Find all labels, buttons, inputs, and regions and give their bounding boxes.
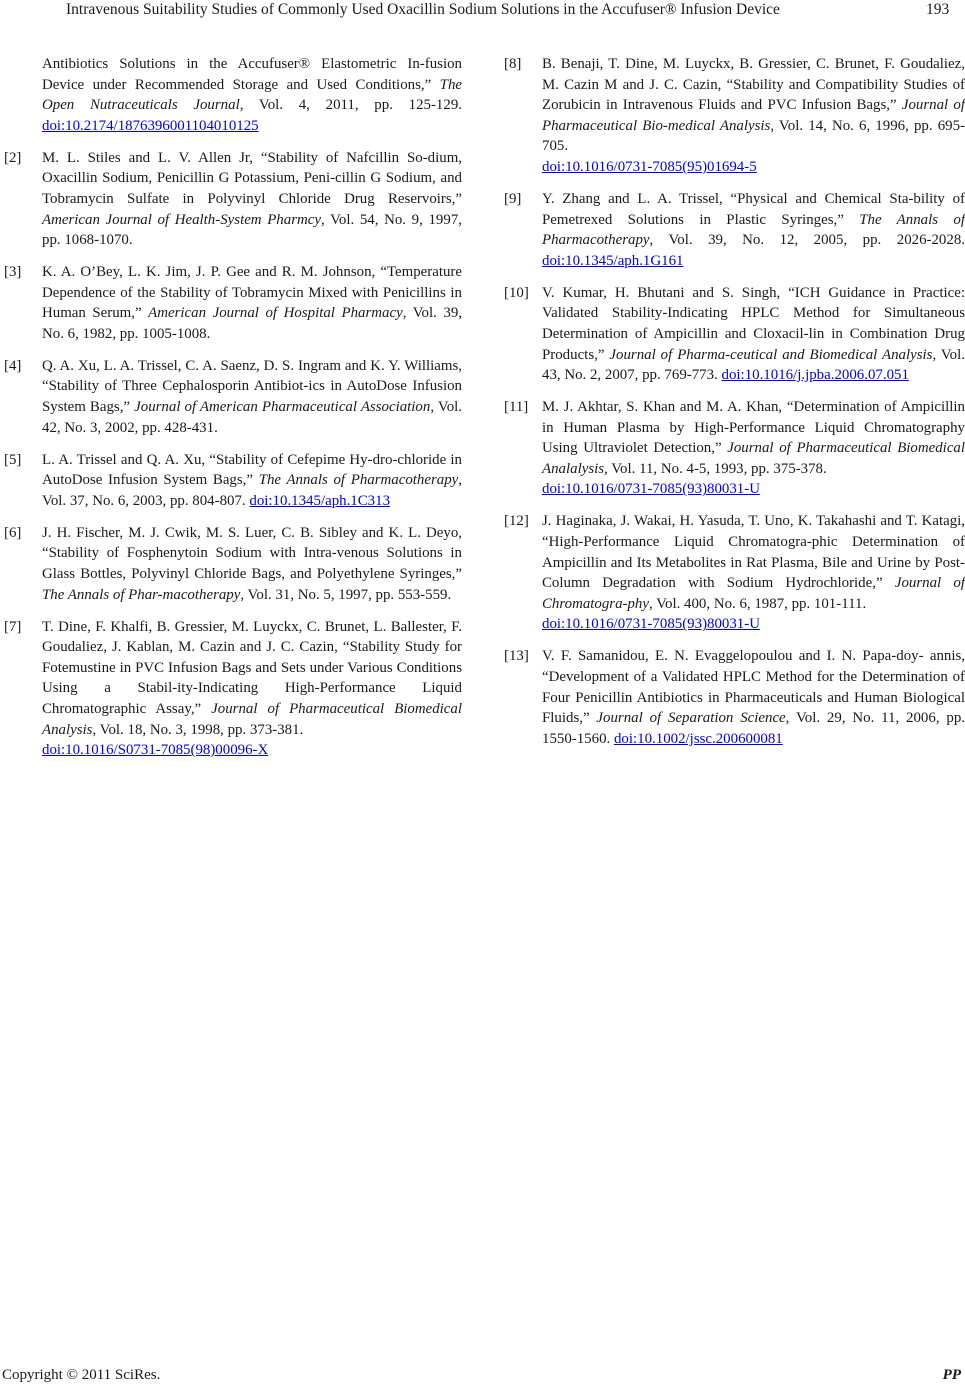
- reference-4: [4, 356, 462, 438]
- reference-text: V. Kumar, H. Bhutani and S. Singh, “ICH Guidance in Practice: Validated Stability-Indicating HPLC Method for Simultaneous Determination of Ampicillin and Cloxacil-lin in Combination Drug Products,”: [542, 284, 965, 363]
- running-header: [0, 0, 965, 22]
- doi-link[interactable]: doi:10.1016/0731-7085(95)01694-5: [542, 158, 757, 175]
- reference-13: [504, 646, 965, 749]
- reference-details: , Vol. 18, No. 3, 1998, pp. 373-381.: [92, 721, 304, 738]
- reference-number: [3]: [4, 264, 22, 281]
- reference-journal: Journal of Separation Science: [596, 710, 786, 727]
- reference-number: [7]: [4, 618, 22, 635]
- reference-journal: The Annals of Pharmacotherapy: [542, 211, 965, 249]
- reference-number: [10]: [504, 284, 529, 301]
- reference-number: [5]: [4, 451, 22, 468]
- references-right-column: [504, 54, 965, 761]
- reference-journal: American Journal of Health-System Pharmcy: [42, 211, 321, 228]
- reference-details: , Vol. 29, No. 11, 2006, pp. 1550-1560.: [542, 710, 965, 747]
- copyright-notice: Copyright © 2011 SciRes.: [2, 1367, 161, 1383]
- reference-details: , Vol. 4, 2011, pp. 125-129.: [239, 97, 462, 114]
- reference-text: M. J. Akhtar, S. Khan and M. A. Khan, “Determination of Ampicillin in Human Plasma by High-Performance Liquid Chromatography Using Ultraviolet Detection,”: [542, 399, 965, 457]
- reference-details: , Vol. 400, No. 6, 1987, pp. 101-111.: [649, 595, 867, 612]
- reference-number: [9]: [504, 190, 522, 207]
- reference-text: Q. A. Xu, L. A. Trissel, C. A. Saenz, D. S. Ingram and K. Y. Williams, “Stability of Three Cephalosporin Antibiot-ics in AutoDose Infusion System Bags,”: [42, 357, 462, 416]
- reference-journal: Journal of Chromatogra-phy: [542, 575, 965, 612]
- references-left-column: [4, 54, 462, 772]
- reference-text: J. H. Fischer, M. J. Cwik, M. S. Luer, C. B. Sibley and K. L. Deyo, “Stability of Fosphenytoin Sodium with Intra-venous Solutions in Glass Bottles, Polyvinyl Chloride Bags, and Polyethylene Syringes,”: [42, 524, 462, 583]
- reference-6: [4, 523, 462, 605]
- reference-number: [13]: [504, 648, 529, 665]
- reference-details: , Vol. 54, No. 9, 1997, pp. 1068-1070.: [42, 211, 462, 249]
- reference-1-continued: [4, 54, 462, 136]
- reference-details: , Vol. 14, No. 6, 1996, pp. 695-705.: [542, 117, 965, 155]
- reference-9: [504, 189, 965, 271]
- reference-journal: Journal of American Pharmaceutical Association: [134, 399, 431, 416]
- reference-text: Y. Zhang and L. A. Trissel, “Physical and Chemical Sta-bility of Pemetrexed Solutions in Plastic Syringes,”: [542, 190, 965, 228]
- doi-link[interactable]: doi:10.1002/jssc.200600081: [613, 730, 783, 747]
- reference-journal: The Annals of Pharmacotherapy: [258, 472, 459, 489]
- reference-12: [504, 511, 965, 635]
- doi-link[interactable]: doi:10.1345/aph.1C313: [249, 492, 391, 509]
- reference-text: L. A. Trissel and Q. A. Xu, “Stability of Cefepime Hy-dro-chloride in AutoDose Infusion System Bags,”: [42, 451, 462, 489]
- doi-link[interactable]: doi:10.2174/1876396001104010125: [42, 117, 259, 134]
- reference-number: [12]: [504, 513, 529, 530]
- reference-text: T. Dine, F. Khalfi, B. Gressier, M. Luyckx, C. Brunet, L. Ballester, F. Goudaliez, J. Kablan, M. Cazin and J. C. Cazin, “Stability Study for Fotemustine in PVC Infusion Bags and Sets under Various Conditions Using a Stabil-ity-Indicating High-Performance Liquid Chromatographic Assay,”: [42, 618, 462, 717]
- doi-link[interactable]: doi:10.1345/aph.1G161: [542, 252, 684, 269]
- reference-text: B. Benaji, T. Dine, M. Luyckx, B. Gressier, C. Brunet, F. Goudaliez, M. Cazin M and J. C. Cazin, “Stability and Compatibility Studies of Zorubicin in Intravenous Fluids and PVC Infusion Bags,”: [542, 56, 965, 114]
- reference-number: [11]: [504, 399, 529, 416]
- reference-text: J. Haginaka, J. Wakai, H. Yasuda, T. Uno, K. Takahashi and T. Katagi, “High-Performance Liquid Chromatogra-phic Determination of Ampicillin and Its Metabolites in Rat Plasma, Bile and Urine by Post-Column Degradation with Sodium Hydrochloride,”: [542, 513, 965, 592]
- reference-details: , Vol. 37, No. 6, 2003, pp. 804-807.: [42, 472, 462, 509]
- reference-details: , Vol. 39, No. 6, 1982, pp. 1005-1008.: [42, 305, 462, 342]
- reference-journal: Journal of Pharmaceutical Bio-medical Analysis: [542, 97, 965, 134]
- reference-text: M. L. Stiles and L. V. Allen Jr, “Stability of Nafcillin So-dium, Oxacillin Sodium, Penicillin G Potassium, Peni-cillin G Sodium, and Tobramycin Sulfate in Polyvinyl Chloride Drug Reservoirs,”: [42, 149, 462, 207]
- journal-abbreviation: PP: [942, 1367, 961, 1383]
- reference-2: [4, 148, 462, 251]
- reference-details: , Vol. 11, No. 4-5, 1993, pp. 375-378.: [604, 460, 827, 477]
- reference-text: V. F. Samanidou, E. N. Evaggelopoulou and I. N. Papa-doy- annis, “Development of a Validated HPLC Method for the Determination of Four Penicillin Antibiotics in Pharmaceuticals and Human Biological Fluids,”: [542, 648, 965, 727]
- reference-11: [504, 397, 965, 500]
- reference-journal: The Annals of Phar-macotherapy: [42, 586, 241, 603]
- reference-text: Antibiotics Solutions in the Accufuser® Elastometric In-fusion Device under Recommended Storage and Used Conditions,”: [42, 56, 462, 93]
- reference-7: [4, 617, 462, 761]
- reference-8: [504, 54, 965, 178]
- reference-journal: American Journal of Hospital Pharmacy: [148, 305, 403, 322]
- reference-5: [4, 450, 462, 512]
- page-number: 193: [926, 1, 950, 18]
- doi-link[interactable]: doi:10.1016/j.jpba.2006.07.051: [721, 367, 909, 384]
- doi-link[interactable]: doi:10.1016/0731-7085(93)80031-U: [542, 481, 760, 498]
- reference-details: , Vol. 43, No. 2, 2007, pp. 769-773.: [542, 346, 965, 384]
- page-footer: [0, 1366, 965, 1386]
- reference-number: [8]: [504, 56, 522, 72]
- reference-10: [504, 283, 965, 386]
- reference-number: [4]: [4, 357, 22, 374]
- reference-number: [2]: [4, 149, 22, 166]
- reference-journal: Journal of Pharmaceutical Biomedical Analysis: [42, 700, 463, 738]
- reference-text: K. A. O’Bey, L. K. Jim, J. P. Gee and R. M. Johnson, “Temperature Dependence of the Stability of Tobramycin Mixed with Penicillins in Human Serum,”: [42, 264, 462, 322]
- reference-journal: Journal of Pharmaceutical Biomedical Analalysis: [542, 440, 965, 477]
- reference-details: , Vol. 31, No. 5, 1997, pp. 553-559.: [240, 586, 452, 603]
- reference-number: [6]: [4, 524, 22, 541]
- reference-journal: The Open Nutraceuticals Journal: [42, 76, 462, 114]
- doi-link[interactable]: doi:10.1016/0731-7085(93)80031-U: [542, 616, 760, 633]
- reference-details: , Vol. 39, No. 12, 2005, pp. 2026-2028.: [649, 232, 965, 249]
- reference-details: , Vol. 42, No. 3, 2002, pp. 428-431.: [42, 399, 462, 436]
- reference-journal: Journal of Pharma-ceutical and Biomedical Analysis: [609, 346, 933, 363]
- running-title: Intravenous Suitability Studies of Commonly Used Oxacillin Sodium Solutions in the Accufuser® Infusion Device: [66, 1, 780, 18]
- reference-3: [4, 262, 462, 344]
- doi-link[interactable]: doi:10.1016/S0731-7085(98)00096-X: [42, 742, 269, 759]
